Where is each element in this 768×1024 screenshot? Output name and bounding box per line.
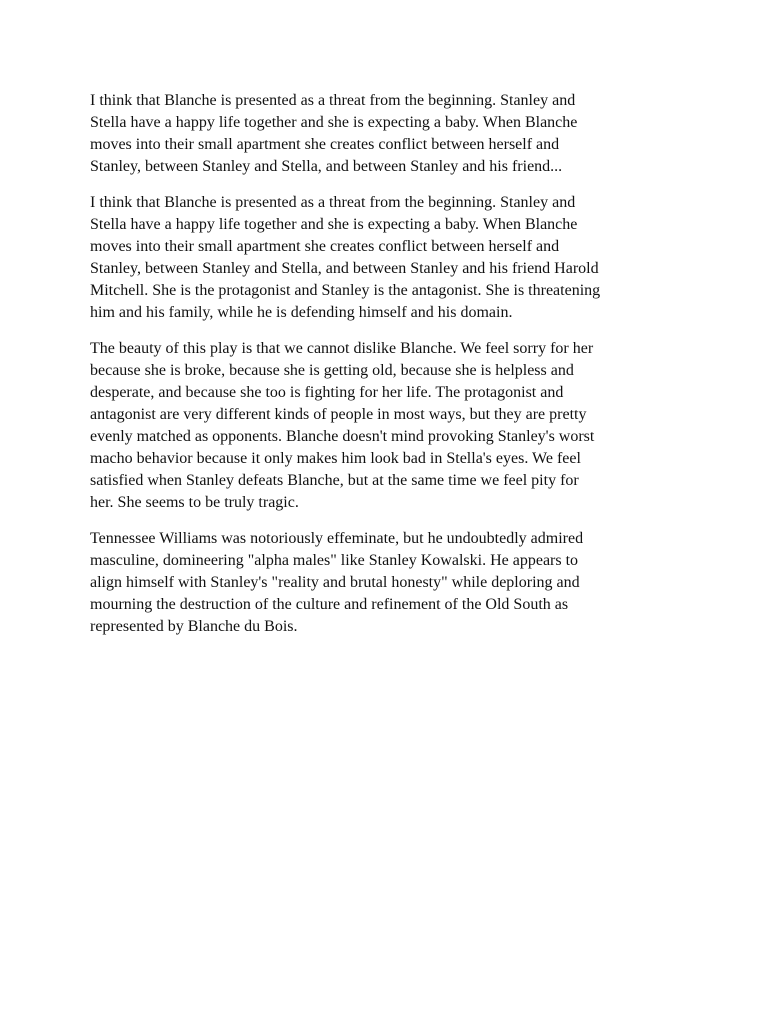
text-line: I think that Blanche is presented as a threat from the beginning. Stanley and [90,194,576,211]
text-line: represented by Blanche du Bois. [90,618,298,635]
text-line: I think that Blanche is presented as a threat from the beginning. Stanley and [90,92,576,109]
text-line: him and his family, while he is defending himself and his domain. [90,304,513,321]
text-line: Tennessee Williams was notoriously effeminate, but he undoubtedly admired [90,530,584,547]
text-line: The beauty of this play is that we cannot dislike Blanche. We feel sorry for her [90,340,594,357]
text-line: Mitchell. She is the protagonist and Stanley is the antagonist. She is threatening [90,282,601,299]
text-line: Stanley, between Stanley and Stella, and between Stanley and his friend Harold [90,260,599,277]
text-line: satisfied when Stanley defeats Blanche, but at the same time we feel pity for [90,472,579,489]
document-page [90,90,690,652]
text-line: align himself with Stanley's "reality and brutal honesty" while deploring and [90,574,580,591]
paragraph-1 [90,90,690,178]
text-line: mourning the destruction of the culture and refinement of the Old South as [90,596,569,613]
text-line: antagonist are very different kinds of people in most ways, but they are pretty [90,406,587,423]
text-line: moves into their small apartment she creates conflict between herself and [90,136,560,153]
text-line: Stella have a happy life together and she is expecting a baby. When Blanche [90,114,578,131]
text-line: Stella have a happy life together and she is expecting a baby. When Blanche [90,216,578,233]
text-line: evenly matched as opponents. Blanche doesn't mind provoking Stanley's worst [90,428,595,445]
paragraph-2 [90,192,690,324]
text-line: her. She seems to be truly tragic. [90,494,299,511]
text-line: because she is broke, because she is getting old, because she is helpless and [90,362,574,379]
text-line: moves into their small apartment she creates conflict between herself and [90,238,560,255]
paragraph-3 [90,338,690,514]
text-line: Stanley, between Stanley and Stella, and between Stanley and his friend... [90,158,563,175]
text-line: masculine, domineering "alpha males" like Stanley Kowalski. He appears to [90,552,579,569]
paragraph-4 [90,528,690,638]
text-line: macho behavior because it only makes him look bad in Stella's eyes. We feel [90,450,581,467]
text-line: desperate, and because she too is fighting for her life. The protagonist and [90,384,564,401]
